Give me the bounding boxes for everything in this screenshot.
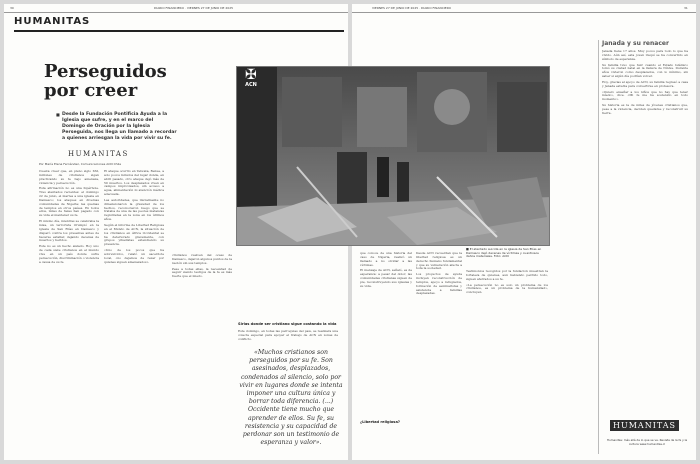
text-column-6 — [416, 252, 462, 456]
running-head-right: VIERNES 27 DE JUNIO DE 2025 · DIARIO FINANCIERO — [372, 6, 452, 10]
paragraph: Hoy, gracias al apoyo de ACN, su familia regresó a casa y Janada estudia para convertirse en profesora. — [602, 79, 688, 88]
pull-quote: «Muchos cristianos son perseguidos por su fe. Son asesinados, desplazados, condenados al silencio, solo por vivir en lugares donde se intenta imponer una cultura única y borrar toda diferencia. (...) Occidente tiene mucho que aprender de ellos. Su fe, su resistencia y su capacidad de perdonar son un testimonio de esperanza y valor». — [239, 349, 343, 447]
text-column-5 — [360, 252, 412, 456]
text-column-7 — [466, 270, 548, 456]
paragraph: El mismo día, mientras se celebraba la misa, un terrorista irrumpió en la iglesia de San Elías en Damasco y disparó contra los presentes antes de hacerse estallar, dejando decenas de muertos y heridos. — [39, 219, 99, 243]
cross-icon: ✠ — [245, 67, 257, 83]
paragraph: Las autoridades, que inicialmente no dimensionaron la gravedad de los hechos, reconocieron luego que se trataba de una de las peores matanzas registradas en la zona en los últimos años. — [104, 197, 164, 222]
paragraph: Testimonios recogidos por la fundación muestran la fortaleza de quienes, aun habiendo perdido todo, siguen aferrados a su fe. — [466, 270, 548, 281]
page-number-right: 31 — [684, 6, 688, 10]
acn-logo — [240, 68, 262, 88]
paragraph: Pese a todas ellas, la necesidad de seguir siendo testigos de la fe es más fuerte que el miedo. — [172, 266, 232, 279]
sidebar-text — [602, 50, 688, 430]
photo-illustration — [237, 67, 550, 246]
humanitas-logo: HUMANITAS — [68, 150, 129, 158]
sidebar-footer: Humanitas: más allá de lo que se ve. Revista de la fe y la cultura www.humanitas.cl — [606, 438, 688, 446]
paragraph: Janada tiene 17 años. Muy pocos para todo lo que ha vivido. Aún así, esta joven iraquí se ha convertido en símbolo de esperanza. — [602, 50, 688, 61]
paragraph: «Uno de los pocos que ha sobrevivido», relató un sacerdote local, «no dejamos de rezar por quienes siguen amenazados». — [104, 248, 164, 264]
acn-logo-text: ACN — [245, 82, 257, 88]
photo-caption: ■ El atentado suicida en la iglesia de San Elías en Damasco dejó decenas de víctimas y cuantiosos daños materiales. Foto: ACN — [466, 248, 548, 259]
page-number-left: 30 — [10, 6, 14, 10]
running-head-left: DIARIO FINANCIERO · VIERNES 27 DE JUNIO DE 2025 — [154, 6, 234, 10]
paragraph: Cuesta creer que, en pleno siglo XXI, millones de cristianos sigan practicando su fe bajo amenaza, violencia y persecución. — [39, 170, 99, 185]
paragraph: Este no es un hecho aislado. Hoy uno de cada siete cristianos en el mundo vive en un país donde sufre persecución, discriminación o violencia a causa de su fe. — [39, 244, 99, 264]
paragraph: Esta afirmación no es una hipérbole. Tres atentados recientes: el domingo 22 de junio, el martes a una iglesia en Damasco; los ataques en diversas comunidades de Nigeria; las quemas de templos en otros países. En todos ellos, miles de fieles han pagado con su vida el mantener su fe. — [39, 186, 99, 218]
paragraph: Este domingo, en todas las parroquias del país, se realizará una colecta especial para apoyar el trabajo de ACN en zonas de conflicto. — [238, 330, 338, 341]
paragraph: que conoce de una historia del caso de Nigeria, realizó un llamado a no olvidar a las víctimas. — [360, 252, 412, 267]
humanitas-logo-footer: HUMANITAS — [610, 420, 679, 431]
paragraph: cristianos vuelven del ocaso de Damasco, dejaron algunos puntos de la nación sin sus templos. — [172, 254, 232, 265]
text-column-4 — [238, 330, 338, 348]
paragraph: Su familia tuvo que huir cuando el Estado Islámico tomó su ciudad natal en la llanura de Nínive. Durante años vivieron como desplazados, con lo mínimo, sin saber si algún día podrían volver. — [602, 62, 688, 79]
subtitle-2: ¿Libertad religiosa? — [360, 420, 400, 424]
article-headline: Perseguidos por creer — [44, 61, 167, 101]
subtitle-1: Sirias donde ser cristiano sigue costando la vida — [238, 322, 337, 326]
paragraph: El mensaje de ACN, señaló, es de esperanza: a pesar del dolor, las comunidades cristianas siguen de pie, reconstruyendo sus iglesias y su vida. — [360, 268, 412, 288]
top-rule — [352, 12, 696, 13]
article-subhead: ■ Desde la Fundación Pontificia Ayuda a la Iglesia que sufre, y en el marco del Domingo de Oración por la Iglesia Perseguida, nos llega un llamado a recordar a quienes arriesgan la vida por vivir su fe. — [62, 112, 177, 142]
section-rule — [14, 30, 344, 32]
paragraph: Desde ACN recuerdan que la libertad religiosa es un derecho humano fundamental y que su vulneración afecta a toda la sociedad. — [416, 252, 462, 271]
paragraph: Los proyectos de ayuda incluyen reconstrucción de templos, apoyo a refugiados, formación de seminaristas y asistencia a familias desplazadas. — [416, 272, 462, 296]
sidebar-divider — [598, 40, 599, 454]
text-column-3 — [172, 254, 232, 344]
section-title: HUMANITAS — [14, 16, 91, 27]
paragraph: «La persecución no es solo un problema de los cristianos, es un problema de la humanidad», concluyen. — [466, 282, 548, 295]
text-column-1 — [39, 170, 99, 455]
top-rule — [4, 12, 348, 13]
byline: Por María Elena Fernández, Comunicaciones ACN Chile — [39, 162, 122, 166]
paragraph: Su historia es la de miles de jóvenes cristianos que, pese a la violencia, deciden quedarse y reconstruir su tierra. — [602, 103, 688, 115]
church-damage-photo — [236, 66, 550, 246]
sidebar-title: Janada y su renacer — [602, 40, 669, 47]
paragraph: «Quiero enseñar a los niños que no hay que tener miedo», dice. «Mi fe me ha sostenido en todo momento». — [602, 89, 688, 102]
paragraph: Según el informe de Libertad Religiosa en el Mundo de ACN, la situación de los cristianos en África Occidental se ha deteriorado gravemente, con grupos yihadistas extendiendo su presencia. — [104, 222, 164, 247]
text-column-2 — [104, 170, 164, 455]
paragraph: El ataque ocurrió en Yelwata, Benue, a solo pocos minutos del lugar donde, en abril pasado, otro ataque dejó más de 50 muertos. Los desplazados viven en campos improvisados, sin acceso a agua, alimentación ni atención médica adecuada. — [104, 170, 164, 197]
sidebar — [602, 40, 688, 456]
